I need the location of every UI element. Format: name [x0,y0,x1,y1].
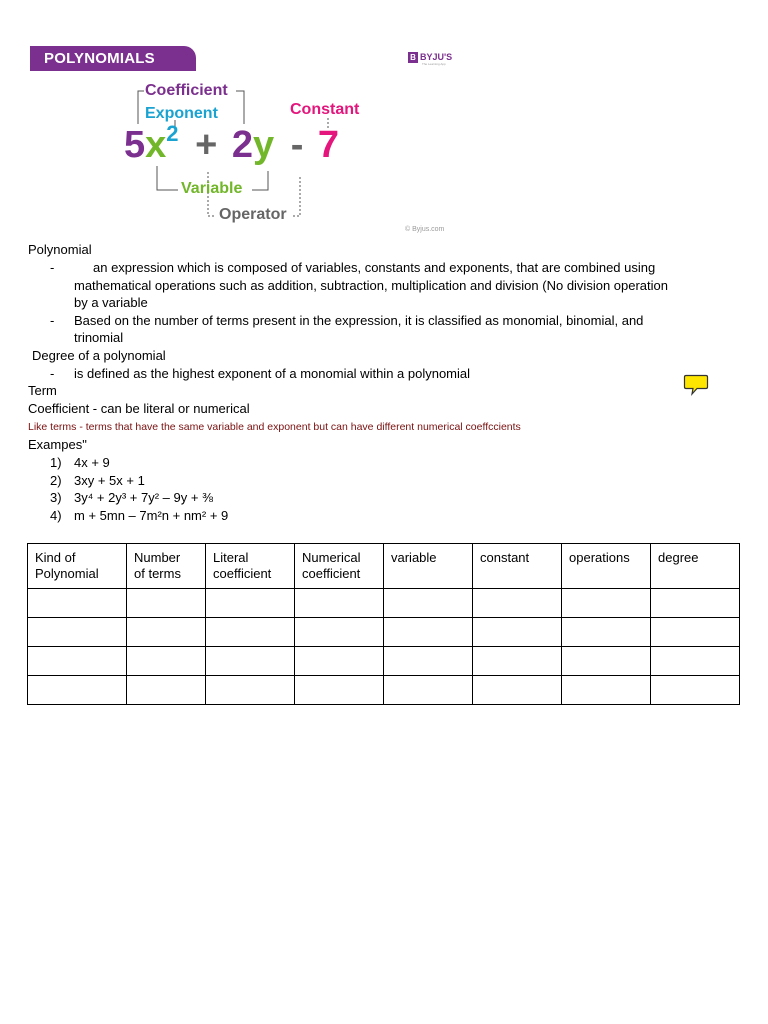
table-cell[interactable] [473,647,562,676]
variable-label: Variable [181,180,243,197]
table-cell[interactable] [384,589,473,618]
list-item [50,489,213,507]
constant-7: 7 [317,124,340,166]
coefficient-5: 5 [124,124,146,166]
table-cell[interactable] [206,676,295,705]
list-item-expression: 3xy + 5x + 1 [74,472,145,488]
section-banner: POLYNOMIALS [30,46,196,71]
table-cell[interactable] [384,676,473,705]
like-terms-note: Like terms - terms that have the same variable and exponent but can have different numerical coeffccients [28,421,521,433]
table-cell[interactable] [384,647,473,676]
examples-heading: Exampes" [28,437,87,452]
polynomial-def-line1: an expression which is composed of variables, constants and exponents, that are combined using [93,260,656,275]
degree-heading: Degree of a polynomial [32,348,166,363]
table-cell[interactable] [473,618,562,647]
table-cell[interactable] [127,676,206,705]
list-item-number: 1) [50,455,62,470]
table-cell[interactable] [473,589,562,618]
list-item-number: 2) [50,472,62,488]
expression [124,121,340,171]
polynomial-heading: Polynomial [28,242,92,257]
table-cell[interactable] [127,618,206,647]
table-header-row [28,544,740,589]
exponent-2: 2 [166,121,179,146]
table-cell[interactable] [206,618,295,647]
table-cell[interactable] [562,676,651,705]
table-row [28,676,740,705]
table-row [28,618,740,647]
comment-icon[interactable] [683,374,709,396]
list-item [50,472,145,490]
coefficient-label: Coefficient [145,82,228,99]
header-number-of-terms: Number of terms [127,544,206,589]
table-cell[interactable] [562,647,651,676]
list-item-number: 3) [50,490,62,505]
table-cell[interactable] [28,676,127,705]
table-cell[interactable] [651,618,740,647]
table-cell[interactable] [28,589,127,618]
polynomial-def-line2: mathematical operations such as addition, subtraction, multiplication and division (No division operation [74,278,668,293]
bullet-dash: - [50,260,55,275]
header-variable: variable [384,544,473,589]
degree-definition: is defined as the highest exponent of a monomial within a polynomial [74,366,471,381]
list-item-expression: m + 5mn – 7m²n + nm² + 9 [74,507,229,523]
table-cell[interactable] [127,647,206,676]
plus-operator: + [195,124,218,166]
logo-mark: B [408,52,418,63]
table-cell[interactable] [562,589,651,618]
classification-line1: Based on the number of terms present in the expression, it is classified as monomial, binomial, and [74,313,644,328]
bullet-dash: - [50,366,55,381]
watermark: © Byjus.com [405,226,445,233]
table-cell[interactable] [206,589,295,618]
header-degree: degree [651,544,740,589]
table-cell[interactable] [206,647,295,676]
bullet-dash: - [50,313,55,328]
table-cell[interactable] [28,647,127,676]
list-item [50,454,110,472]
table-cell[interactable] [651,676,740,705]
table-cell[interactable] [127,589,206,618]
operator-label: Operator [219,206,287,223]
table-cell[interactable] [295,589,384,618]
header-kind-of-polynomial: Kind of Polynomial [28,544,127,589]
table-row [28,647,740,676]
table-cell[interactable] [28,618,127,647]
list-item-expression: 3y⁴ + 2y³ + 7y² – 9y + ⅜ [74,490,213,505]
list-item [50,507,229,525]
constant-label: Constant [290,101,360,118]
polynomial-def-line3: by a variable [74,295,148,310]
table-cell[interactable] [295,618,384,647]
byjus-logo [408,52,453,66]
table-cell[interactable] [651,589,740,618]
term-heading: Term [28,383,57,398]
table-cell[interactable] [473,676,562,705]
list-item-number: 4) [50,507,62,523]
logo-tagline: The Learning App [422,62,446,66]
table-row [28,589,740,618]
header-constant: constant [473,544,562,589]
variable-x: x [145,124,167,166]
header-literal-coefficient: Literal coefficient [206,544,295,589]
variable-y: y [253,124,275,166]
polynomial-diagram [100,76,400,236]
logo-text: BYJU'S [420,52,453,62]
classification-line2: trinomial [74,330,124,345]
examples-list [50,454,229,524]
header-numerical-coefficient: Numerical coefficient [295,544,384,589]
table-cell[interactable] [384,618,473,647]
list-item-expression: 4x + 9 [74,455,110,470]
table-cell[interactable] [562,618,651,647]
polynomial-table [27,543,740,705]
table-cell[interactable] [651,647,740,676]
minus-operator: - [290,124,304,166]
coefficient-note: Coefficient - can be literal or numerical [28,401,250,416]
coefficient-2: 2 [231,124,253,166]
table-cell[interactable] [295,676,384,705]
exponent-label: Exponent [145,105,218,122]
table-cell[interactable] [295,647,384,676]
header-operations: operations [562,544,651,589]
